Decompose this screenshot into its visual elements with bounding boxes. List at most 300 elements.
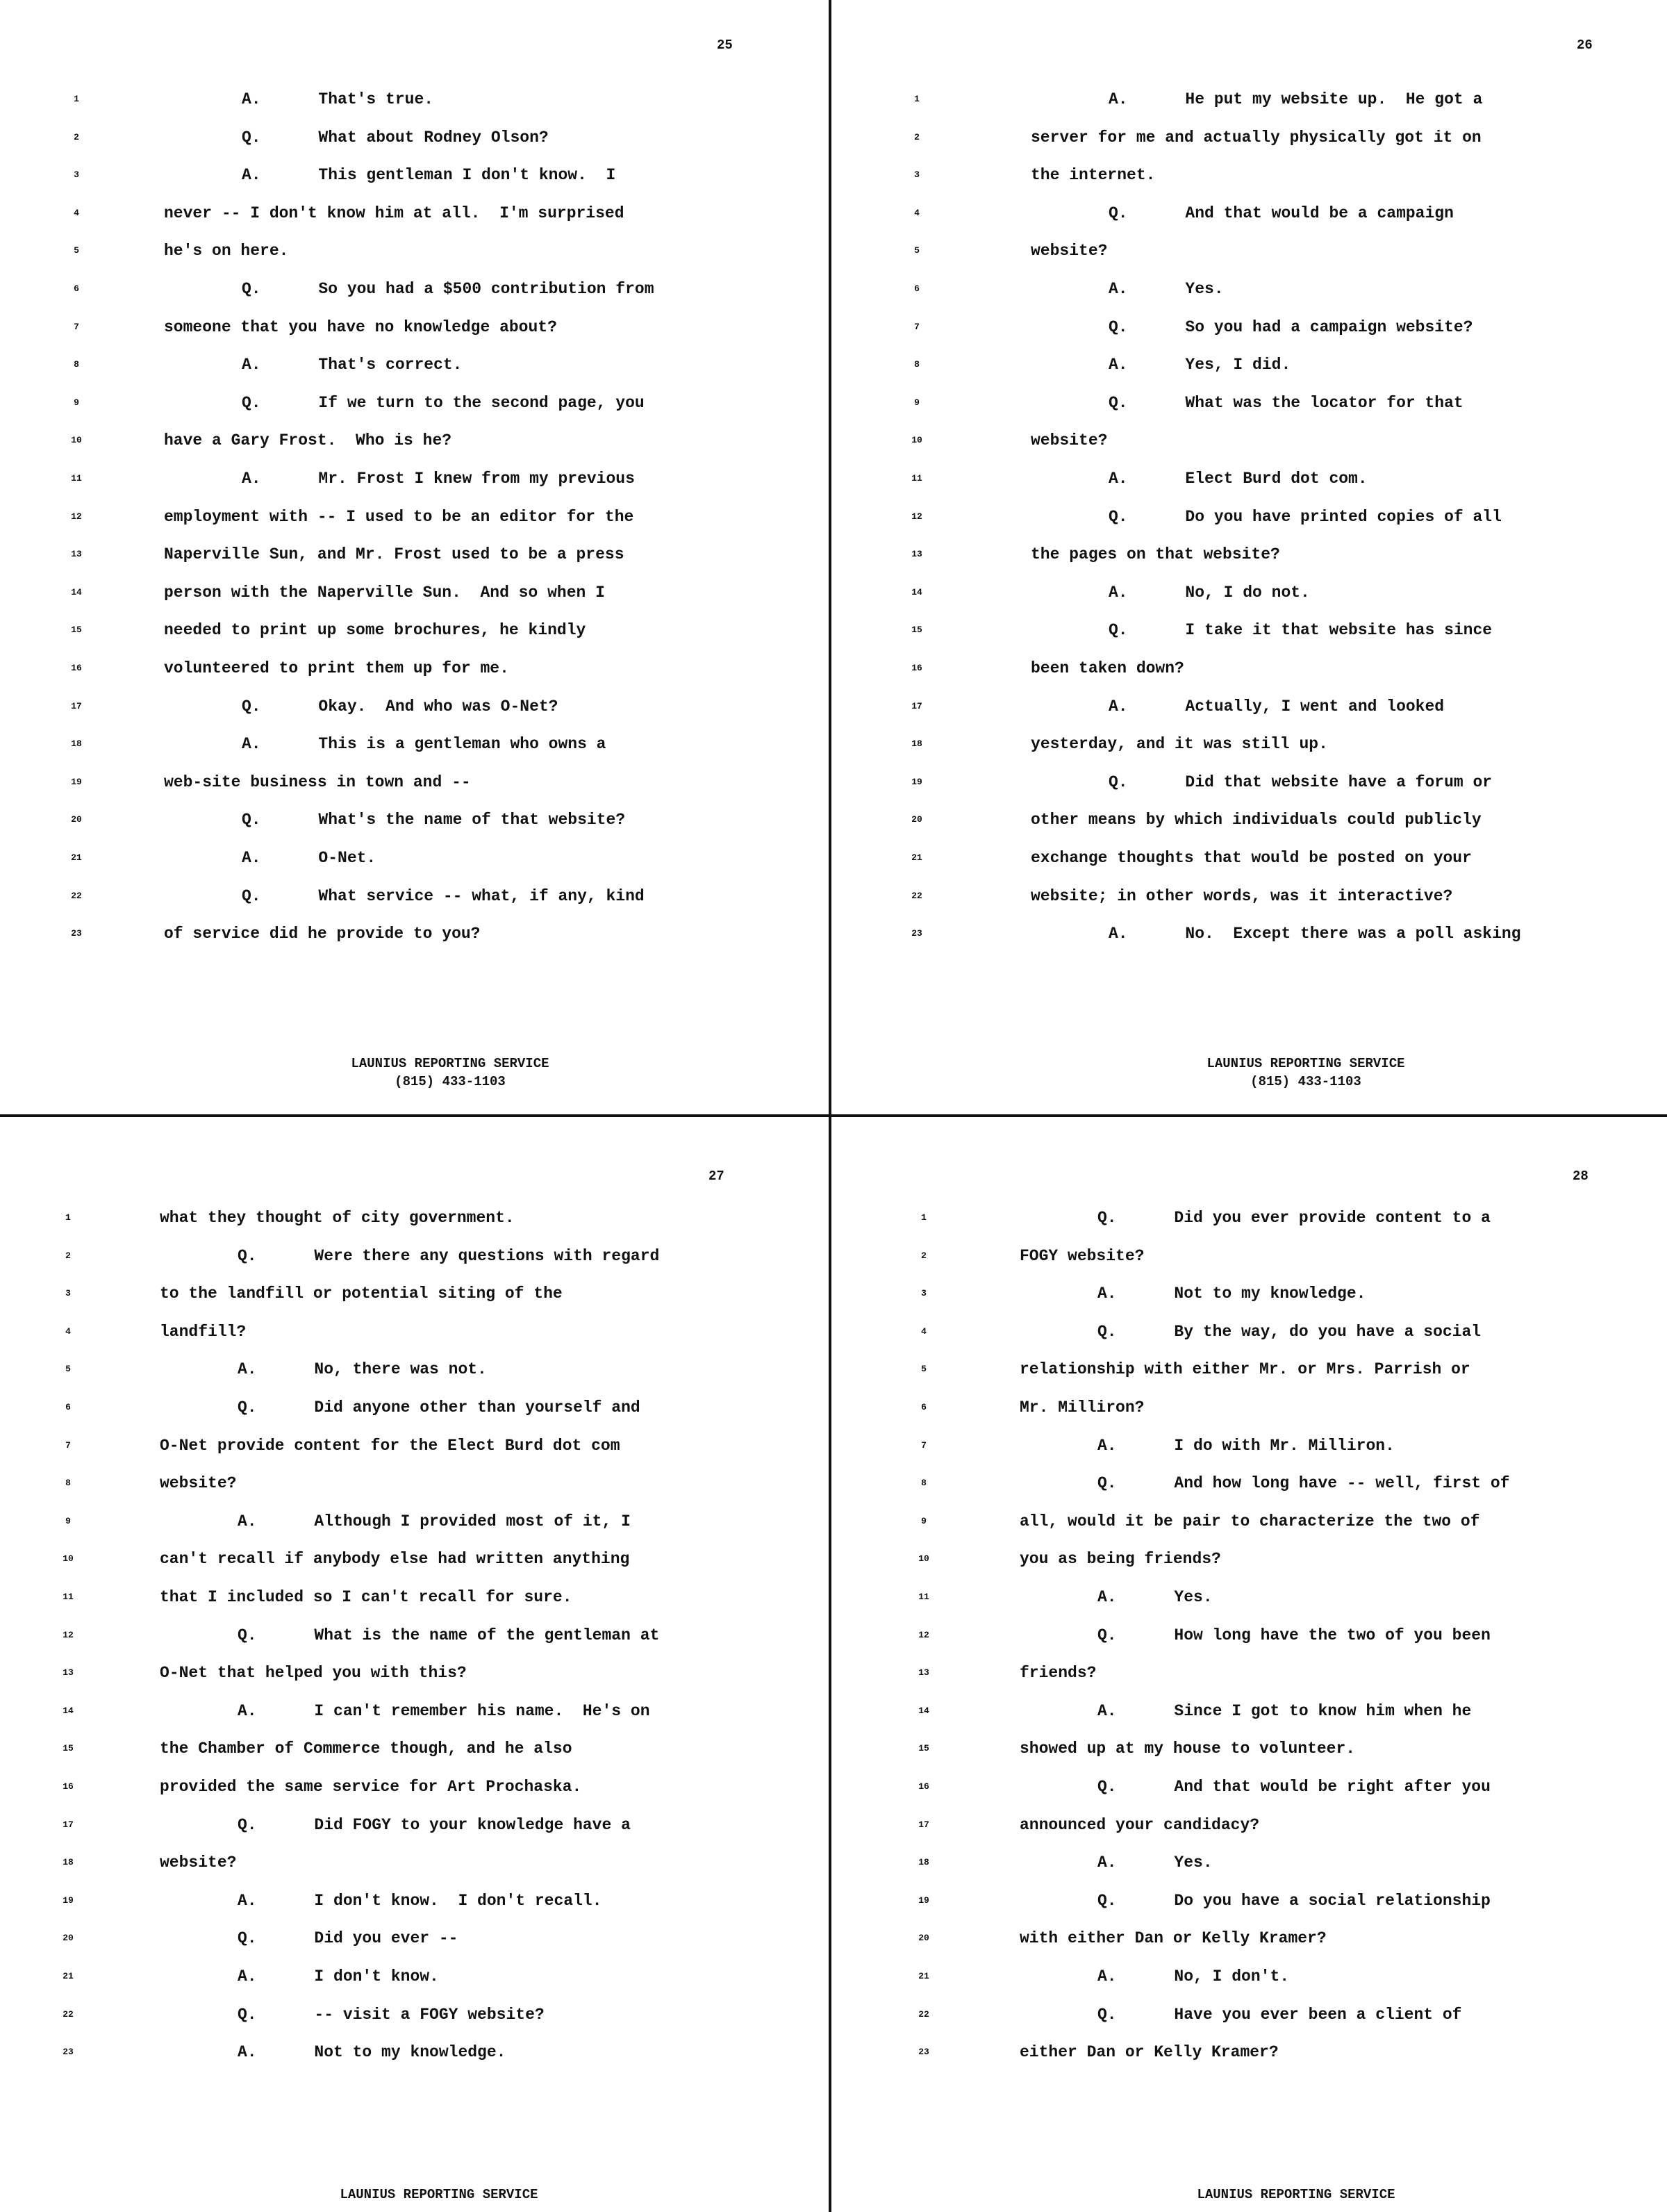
- line-number: 11: [918, 1592, 929, 1602]
- line-number: 4: [921, 1326, 927, 1337]
- transcript-line: [842, 240, 1641, 279]
- transcript-line: [14, 696, 813, 734]
- transcript-line: [842, 658, 1641, 696]
- line-number: 8: [921, 1478, 927, 1489]
- line-number: 18: [63, 1857, 74, 1868]
- line-text: A. Yes, I did.: [1109, 356, 1291, 374]
- transcript-page-25: [14, 14, 813, 1112]
- line-text: Q. Were there any questions with regard: [238, 1246, 660, 1265]
- line-number: 21: [63, 1971, 74, 1981]
- transcript-line: [842, 886, 1641, 924]
- transcript-line: [842, 279, 1641, 317]
- transcript-line: [14, 923, 813, 961]
- vertical-divider: [829, 0, 831, 2212]
- transcript-line: [14, 2004, 813, 2042]
- transcript-line: [842, 734, 1641, 772]
- line-text: A. No. Except there was a poll asking: [1109, 925, 1521, 943]
- line-number: 19: [71, 776, 82, 787]
- transcript-line: [842, 620, 1641, 658]
- line-text: Q. How long have the two of you been: [1097, 1626, 1491, 1644]
- line-text: been taken down?: [1031, 659, 1184, 677]
- line-text: Q. And that would be a campaign: [1109, 204, 1454, 222]
- transcript-line: [842, 1776, 1641, 1815]
- footer-reporting-service: LAUNIUS REPORTING SERVICE: [351, 1056, 549, 1071]
- transcript-line: [14, 886, 813, 924]
- transcript-line: [14, 1815, 813, 1853]
- line-text: Q. Did you ever --: [238, 1929, 458, 1948]
- line-text: person with the Naperville Sun. And so when I: [164, 583, 605, 602]
- line-number: 22: [63, 2008, 74, 2020]
- line-number: 11: [63, 1592, 74, 1602]
- line-text: A. I don't know. I don't recall.: [238, 1891, 602, 1910]
- transcript-line: [14, 1625, 813, 1663]
- transcript-line: [842, 2042, 1641, 2080]
- line-number: 5: [65, 1364, 71, 1375]
- line-number: 1: [921, 1212, 927, 1223]
- line-number: 7: [65, 1439, 71, 1451]
- transcript-line: [842, 696, 1641, 734]
- line-text: Naperville Sun, and Mr. Frost used to be a press: [164, 545, 624, 564]
- transcript-line: [842, 317, 1641, 355]
- line-number: 11: [911, 473, 922, 484]
- line-text: Q. What service -- what, if any, kind: [242, 886, 645, 905]
- line-text: all, would it be pair to characterize the two of: [1020, 1512, 1480, 1530]
- line-number: 12: [63, 1629, 74, 1640]
- line-number: 23: [71, 928, 82, 939]
- line-text: A. He put my website up. He got a: [1109, 90, 1483, 108]
- line-text: A. This is a gentleman who owns a: [242, 735, 606, 754]
- line-number: 12: [71, 511, 82, 522]
- line-text: friends?: [1020, 1664, 1097, 1683]
- page-footer: [1088, 2186, 1504, 2204]
- line-number: 2: [74, 131, 79, 142]
- line-number: 10: [911, 435, 922, 446]
- line-text: that I included so I can't recall for sure.: [160, 1588, 572, 1606]
- line-text: the pages on that website?: [1031, 545, 1280, 564]
- page-footer: [231, 2186, 647, 2204]
- line-text: Q. Did FOGY to your knowledge have a: [238, 1815, 631, 1834]
- transcript-line: [14, 1511, 813, 1549]
- line-text: to the landfill or potential siting of the: [160, 1285, 563, 1303]
- transcript-line: [14, 772, 813, 810]
- transcript-line: [14, 1359, 813, 1397]
- line-text: Mr. Milliron?: [1020, 1398, 1145, 1417]
- line-number: 19: [911, 776, 922, 787]
- page-number: 27: [708, 1169, 724, 1184]
- transcript-line: [842, 1662, 1641, 1701]
- line-text: A. I do with Mr. Milliron.: [1097, 1436, 1395, 1455]
- line-number: 23: [911, 928, 922, 939]
- line-number: 10: [71, 435, 82, 446]
- transcript-line: [14, 240, 813, 279]
- line-number: 23: [918, 2047, 929, 2058]
- transcript-line: [842, 1928, 1641, 1966]
- line-number: 17: [918, 1819, 929, 1830]
- line-text: A. Yes.: [1109, 280, 1224, 298]
- line-number: 4: [74, 207, 79, 218]
- line-number: 23: [63, 2047, 74, 2058]
- line-number: 1: [914, 94, 920, 104]
- transcript-line: [842, 848, 1641, 886]
- line-number: 2: [921, 1250, 927, 1261]
- transcript-line: [14, 582, 813, 620]
- transcript-line: [842, 809, 1641, 848]
- line-number: 3: [921, 1288, 927, 1299]
- transcript-line: [842, 582, 1641, 620]
- line-text: A. I can't remember his name. He's on: [238, 1701, 650, 1720]
- line-number: 3: [914, 170, 920, 181]
- line-number: 6: [914, 283, 920, 294]
- line-number: 20: [918, 1933, 929, 1944]
- transcript-line: [14, 393, 813, 431]
- line-number: 15: [71, 625, 82, 636]
- line-number: 5: [74, 245, 79, 256]
- line-text: with either Dan or Kelly Kramer?: [1020, 1929, 1327, 1948]
- line-text: A. O-Net.: [242, 849, 376, 867]
- line-text: A. Mr. Frost I knew from my previous: [242, 470, 635, 488]
- line-number: 15: [918, 1743, 929, 1754]
- transcript-line: [14, 2042, 813, 2080]
- line-number: 13: [911, 549, 922, 560]
- transcript-page-26: [842, 14, 1641, 1112]
- line-number: 22: [71, 890, 82, 901]
- line-text: A. Elect Burd dot com.: [1109, 470, 1368, 488]
- line-text: volunteered to print them up for me.: [164, 659, 509, 677]
- transcript-line: [14, 1701, 813, 1739]
- line-text: Q. So you had a $500 contribution from: [242, 280, 654, 298]
- transcript-line: [14, 809, 813, 848]
- line-text: Q. I take it that website has since: [1109, 621, 1493, 640]
- line-text: of service did he provide to you?: [164, 925, 481, 943]
- line-number: 10: [918, 1553, 929, 1565]
- line-number: 6: [921, 1402, 927, 1412]
- transcript-line: [14, 1283, 813, 1321]
- line-number: 13: [71, 549, 82, 560]
- line-text: A. No, I do not.: [1109, 583, 1310, 602]
- line-text: employment with -- I used to be an editor for the: [164, 507, 634, 526]
- line-text: Q. -- visit a FOGY website?: [238, 2005, 545, 2024]
- transcript-line: [842, 430, 1641, 468]
- transcript-line: [842, 923, 1641, 961]
- transcript-line: [842, 1625, 1641, 1663]
- transcript-line: [842, 1852, 1641, 1890]
- line-text: web-site business in town and --: [164, 773, 471, 791]
- line-number: 18: [71, 738, 82, 750]
- page-footer: [1097, 1055, 1514, 1091]
- line-number: 6: [74, 283, 79, 294]
- line-number: 10: [63, 1553, 74, 1565]
- line-number: 20: [63, 1933, 74, 1944]
- line-text: other means by which individuals could publicly: [1031, 811, 1482, 830]
- line-number: 11: [71, 473, 82, 484]
- line-text: landfill?: [160, 1322, 247, 1341]
- transcript-line: [14, 506, 813, 545]
- transcript-line: [14, 317, 813, 355]
- line-text: Q. And how long have -- well, first of: [1097, 1474, 1510, 1493]
- line-number: 12: [918, 1629, 929, 1640]
- line-text: relationship with either Mr. or Mrs. Parrish or: [1020, 1360, 1470, 1379]
- transcript-line: [14, 1738, 813, 1776]
- footer-reporting-service: LAUNIUS REPORTING SERVICE: [340, 2187, 538, 2202]
- line-number: 7: [914, 321, 920, 332]
- line-number: 9: [74, 397, 79, 408]
- line-number: 14: [918, 1705, 929, 1716]
- line-number: 8: [74, 359, 79, 370]
- line-number: 21: [911, 852, 922, 863]
- transcript-line: [842, 1966, 1641, 2004]
- line-text: have a Gary Frost. Who is he?: [164, 431, 452, 450]
- transcript-line: [842, 1321, 1641, 1360]
- line-text: you as being friends?: [1020, 1550, 1221, 1569]
- transcript-line: [14, 468, 813, 506]
- line-number: 5: [914, 245, 920, 256]
- line-text: O-Net provide content for the Elect Burd dot com: [160, 1436, 620, 1455]
- line-number: 8: [914, 359, 920, 370]
- line-number: 15: [911, 625, 922, 636]
- line-text: Q. Did anyone other than yourself and: [238, 1398, 640, 1417]
- transcript-line: [842, 2004, 1641, 2042]
- line-number: 17: [63, 1819, 74, 1830]
- line-number: 18: [911, 738, 922, 750]
- line-text: A. No, I don't.: [1097, 1967, 1290, 1986]
- transcript-line: [842, 354, 1641, 393]
- transcript-lines: [842, 89, 1641, 964]
- transcript-line: [14, 127, 813, 165]
- line-text: showed up at my house to volunteer.: [1020, 1740, 1356, 1758]
- line-number: 6: [65, 1402, 71, 1412]
- line-number: 22: [911, 890, 922, 901]
- line-text: Q. Do you have a social relationship: [1097, 1891, 1491, 1910]
- line-text: O-Net that helped you with this?: [160, 1664, 467, 1683]
- page-footer: [242, 1055, 658, 1091]
- transcript-line: [14, 1549, 813, 1587]
- line-text: Q. So you had a campaign website?: [1109, 317, 1473, 336]
- line-number: 14: [71, 586, 82, 597]
- footer-phone: (815) 433-1103: [395, 1074, 506, 1089]
- line-number: 7: [74, 321, 79, 332]
- line-text: someone that you have no knowledge about?: [164, 317, 557, 336]
- line-text: Q. Do you have printed copies of all: [1109, 507, 1502, 526]
- line-number: 19: [63, 1895, 74, 1906]
- line-number: 2: [65, 1250, 71, 1261]
- transcript-line: [14, 658, 813, 696]
- transcript-line: [14, 1852, 813, 1890]
- line-number: 14: [63, 1705, 74, 1716]
- transcript-lines: [842, 1207, 1641, 2083]
- transcript-line: [14, 1321, 813, 1360]
- transcript-line: [842, 1815, 1641, 1853]
- line-text: the Chamber of Commerce though, and he also: [160, 1740, 572, 1758]
- line-number: 13: [63, 1667, 74, 1678]
- transcript-line: [842, 506, 1641, 545]
- transcript-page-28: [842, 1131, 1641, 2212]
- line-number: 16: [71, 663, 82, 673]
- line-text: A. Since I got to know him when he: [1097, 1701, 1472, 1720]
- line-number: 12: [911, 511, 922, 522]
- line-text: A. That's true.: [242, 90, 434, 108]
- line-number: 16: [911, 663, 922, 673]
- transcript-line: [842, 1246, 1641, 1284]
- line-text: A. Although I provided most of it, I: [238, 1512, 631, 1530]
- transcript-line: [14, 165, 813, 203]
- transcript-line: [14, 1966, 813, 2004]
- line-number: 5: [921, 1364, 927, 1375]
- transcript-line: [14, 848, 813, 886]
- line-text: A. No, there was not.: [238, 1360, 487, 1379]
- line-text: A. Yes.: [1097, 1588, 1213, 1606]
- transcript-line: [842, 393, 1641, 431]
- transcript-line: [842, 772, 1641, 810]
- line-text: Q. Have you ever been a client of: [1097, 2005, 1462, 2024]
- footer-reporting-service: LAUNIUS REPORTING SERVICE: [1206, 1056, 1405, 1071]
- line-number: 8: [65, 1478, 71, 1489]
- transcript-line: [14, 1587, 813, 1625]
- transcript-line: [842, 1359, 1641, 1397]
- transcript-line: [842, 203, 1641, 241]
- transcript-line: [842, 1473, 1641, 1511]
- transcript-line: [842, 1890, 1641, 1929]
- line-text: announced your candidacy?: [1020, 1815, 1260, 1834]
- line-text: Q. What is the name of the gentleman at: [238, 1626, 660, 1644]
- line-number: 17: [71, 700, 82, 711]
- line-text: A. That's correct.: [242, 356, 463, 374]
- line-text: Q. Okay. And who was O-Net?: [242, 697, 558, 716]
- line-text: Q. If we turn to the second page, you: [242, 393, 645, 412]
- line-text: never -- I don't know him at all. I'm surprised: [164, 204, 624, 222]
- line-number: 20: [911, 814, 922, 825]
- line-number: 17: [911, 700, 922, 711]
- line-text: exchange thoughts that would be posted on your: [1031, 849, 1472, 867]
- transcript-line: [842, 1435, 1641, 1474]
- line-text: A. Not to my knowledge.: [238, 2043, 506, 2062]
- line-number: 4: [65, 1326, 71, 1337]
- line-text: server for me and actually physically got it on: [1031, 128, 1482, 147]
- footer-phone: (815) 433-1103: [1250, 1074, 1361, 1089]
- transcript-page-27: [14, 1131, 813, 2212]
- transcript-line: [842, 127, 1641, 165]
- line-number: 20: [71, 814, 82, 825]
- transcript-line: [14, 279, 813, 317]
- transcript-line: [842, 1283, 1641, 1321]
- transcript-lines: [14, 1207, 813, 2083]
- line-text: website?: [1031, 242, 1108, 261]
- transcript-line: [842, 1701, 1641, 1739]
- transcript-line: [14, 1890, 813, 1929]
- transcript-line: [842, 1587, 1641, 1625]
- line-number: 1: [65, 1212, 71, 1223]
- transcript-line: [14, 1473, 813, 1511]
- line-text: A. I don't know.: [238, 1967, 439, 1986]
- line-number: 9: [914, 397, 920, 408]
- transcript-line: [842, 1549, 1641, 1587]
- line-text: Q. What was the locator for that: [1109, 393, 1463, 412]
- line-number: 9: [921, 1515, 927, 1526]
- line-number: 16: [918, 1781, 929, 1792]
- line-text: provided the same service for Art Prochaska.: [160, 1778, 582, 1796]
- transcript-line: [14, 203, 813, 241]
- transcript-line: [842, 1207, 1641, 1246]
- line-text: A. Actually, I went and looked: [1109, 697, 1445, 716]
- line-text: can't recall if anybody else had written anything: [160, 1550, 630, 1569]
- footer-reporting-service: LAUNIUS REPORTING SERVICE: [1197, 2187, 1395, 2202]
- transcript-line: [14, 1207, 813, 1246]
- line-text: website?: [160, 1854, 237, 1872]
- line-text: Q. And that would be right after you: [1097, 1778, 1491, 1796]
- line-number: 21: [918, 1971, 929, 1981]
- transcript-line: [14, 1776, 813, 1815]
- line-number: 22: [918, 2008, 929, 2020]
- page-number: 26: [1577, 38, 1593, 53]
- line-text: website?: [160, 1474, 237, 1493]
- line-text: needed to print up some brochures, he kindly: [164, 621, 586, 640]
- transcript-line: [14, 354, 813, 393]
- transcript-line: [842, 1738, 1641, 1776]
- line-number: 16: [63, 1781, 74, 1792]
- horizontal-divider: [0, 1114, 1667, 1117]
- transcript-line: [14, 430, 813, 468]
- page-number: 25: [717, 38, 733, 53]
- line-text: website?: [1031, 431, 1108, 450]
- line-text: yesterday, and it was still up.: [1031, 735, 1328, 754]
- line-text: what they thought of city government.: [160, 1209, 515, 1227]
- line-text: Q. What about Rodney Olson?: [242, 128, 549, 147]
- line-text: A. Not to my knowledge.: [1097, 1285, 1366, 1303]
- line-text: either Dan or Kelly Kramer?: [1020, 2043, 1279, 2062]
- transcript-line: [842, 89, 1641, 127]
- line-text: website; in other words, was it interactive?: [1031, 886, 1453, 905]
- line-number: 19: [918, 1895, 929, 1906]
- transcript-line: [14, 1435, 813, 1474]
- line-text: FOGY website?: [1020, 1246, 1145, 1265]
- transcript-line: [842, 1511, 1641, 1549]
- line-text: Q. What's the name of that website?: [242, 811, 626, 830]
- line-number: 9: [65, 1515, 71, 1526]
- transcript-line: [14, 1928, 813, 1966]
- transcript-line: [842, 468, 1641, 506]
- line-number: 21: [71, 852, 82, 863]
- line-text: Q. Did you ever provide content to a: [1097, 1209, 1491, 1227]
- line-text: Q. By the way, do you have a social: [1097, 1322, 1482, 1341]
- line-number: 18: [918, 1857, 929, 1868]
- line-number: 3: [65, 1288, 71, 1299]
- line-number: 7: [921, 1439, 927, 1451]
- line-text: the internet.: [1031, 166, 1156, 185]
- line-number: 14: [911, 586, 922, 597]
- transcript-line: [842, 1397, 1641, 1435]
- line-text: A. This gentleman I don't know. I: [242, 166, 616, 185]
- line-text: he's on here.: [164, 242, 289, 261]
- line-number: 3: [74, 170, 79, 181]
- transcript-lines: [14, 89, 813, 964]
- page-number: 28: [1573, 1169, 1589, 1184]
- transcript-line: [14, 544, 813, 582]
- transcript-line: [14, 1246, 813, 1284]
- transcript-line: [14, 734, 813, 772]
- transcript-line: [14, 89, 813, 127]
- line-number: 1: [74, 94, 79, 104]
- transcript-line: [842, 165, 1641, 203]
- transcript-line: [14, 1397, 813, 1435]
- line-number: 15: [63, 1743, 74, 1754]
- transcript-line: [14, 620, 813, 658]
- line-text: A. Yes.: [1097, 1854, 1213, 1872]
- transcript-line: [842, 544, 1641, 582]
- line-number: 4: [914, 207, 920, 218]
- line-number: 13: [918, 1667, 929, 1678]
- line-text: Q. Did that website have a forum or: [1109, 773, 1493, 791]
- transcript-line: [14, 1662, 813, 1701]
- line-number: 2: [914, 131, 920, 142]
